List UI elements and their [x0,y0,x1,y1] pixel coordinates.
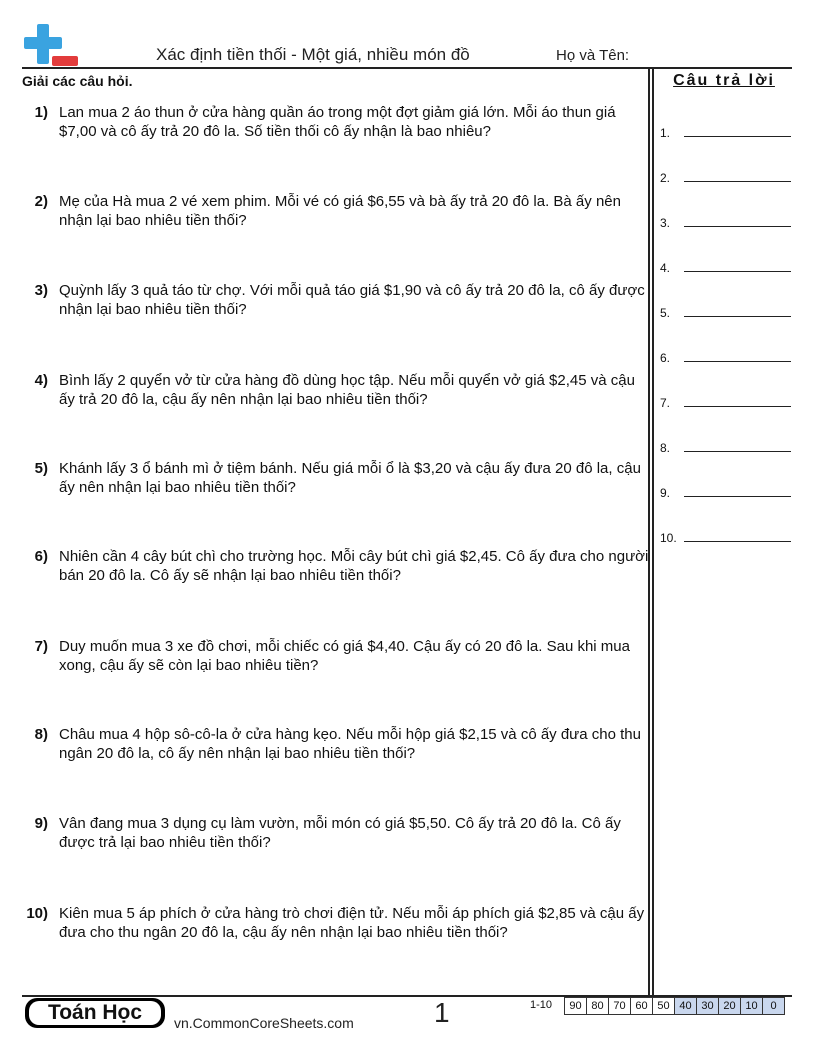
score-cell: 80 [586,998,608,1014]
score-cell: 40 [674,998,696,1014]
answer-number: 2. [660,171,671,185]
answer-number: 1. [660,126,671,140]
answer-line[interactable] [684,181,791,182]
brand-badge [25,998,165,1028]
question-text: Kiên mua 5 áp phích ở cửa hàng trò chơi điện tử. Nếu mỗi áp phích giá $2,85 và cậu ấy đưa cho thu ngân 20 đô la, cậu ấy nên nhận lại bao nhiêu tiền thối? [59,905,645,941]
answer-line[interactable] [684,496,791,497]
answer-blank[interactable] [660,437,792,453]
question-number: 4) [34,372,48,389]
question-item [22,547,650,585]
question-text: Châu mua 4 hộp sô-cô-la ở cửa hàng kẹo. Nếu mỗi hộp giá $2,15 và cô ấy đưa cho thu ngân 20 đô la, cô ấy nên nhận lại bao nhiêu tiền thối? [59,726,641,762]
answer-blank[interactable] [660,212,792,228]
question-item [22,103,650,141]
answer-line[interactable] [684,406,791,407]
question-number: 1) [34,104,48,121]
question-text: Vân đang mua 3 dụng cụ làm vườn, mỗi món có giá $5,50. Cô ấy trả 20 đô la. Cô ấy được trả lại bao nhiêu tiền thối? [59,815,621,851]
site-url: vn.CommonCoreSheets.com [174,1015,354,1031]
answer-line[interactable] [684,271,791,272]
score-range-label: 1-10 [530,999,553,1011]
answer-number: 9. [660,486,671,500]
question-item [22,192,650,230]
worksheet-title: Xác định tiền thối - Một giá, nhiều món đồ [156,45,470,64]
score-cell: 90 [569,1000,582,1012]
question-text: Khánh lấy 3 ổ bánh mì ở tiệm bánh. Nếu giá mỗi ổ là $3,20 và cậu ấy đưa 20 đô la, cậu ấy nên nhận lại bao nhiêu tiền thối? [59,460,641,496]
question-text: Quỳnh lấy 3 quả táo từ chợ. Với mỗi quả táo giá $1,90 và cô ấy trả 20 đô la, cô ấy được nhận lại bao nhiêu tiền thối? [59,282,645,318]
answer-number: 6. [660,351,671,365]
question-number: 10) [26,905,48,922]
answer-number: 5. [660,306,671,320]
answer-number: 8. [660,441,671,455]
question-number: 6) [34,548,48,565]
question-item [22,371,650,409]
question-text: Bình lấy 2 quyển vở từ cửa hàng đồ dùng học tập. Nếu mỗi quyển vở giá $2,45 và cậu ấy trả 20 đô la, cậu ấy nên nhận lại bao nhiêu tiền thối? [59,372,635,408]
question-number: 3) [34,282,48,299]
score-cell: 30 [696,998,718,1014]
score-table [564,997,785,1015]
header-divider [22,67,792,69]
answer-line[interactable] [684,226,791,227]
question-item [22,725,650,763]
plus-minus-logo-icon [22,24,80,68]
question-number: 8) [34,726,48,743]
answer-line[interactable] [684,316,791,317]
answer-line[interactable] [684,136,791,137]
answer-number: 10. [660,531,677,545]
column-divider-right [652,67,654,996]
question-item [22,281,650,319]
answer-blank[interactable] [660,392,792,408]
answer-line[interactable] [684,451,791,452]
score-cell: 50 [652,998,674,1014]
instructions: Giải các câu hỏi. [22,73,133,89]
question-item [22,904,650,942]
question-item [22,814,650,852]
answer-line[interactable] [684,361,791,362]
question-number: 2) [34,193,48,210]
answer-blank[interactable] [660,347,792,363]
answer-blank[interactable] [660,302,792,318]
score-cell: 60 [630,998,652,1014]
answer-number: 4. [660,261,671,275]
score-cell: 10 [740,998,762,1014]
question-text: Duy muốn mua 3 xe đồ chơi, mỗi chiếc có giá $4,40. Cậu ấy có 20 đô la. Sau khi mua xong, cậu ấy sẽ còn lại bao nhiêu tiền? [59,638,630,674]
answer-blank[interactable] [660,167,792,183]
question-text: Lan mua 2 áo thun ở cửa hàng quần áo trong một đợt giảm giá lớn. Mỗi áo thun giá $7,00 và cô ấy trả 20 đô la. Số tiền thối cô ấy nhận là bao nhiêu? [59,104,616,140]
page-number: 1 [434,997,450,1028]
question-text: Mẹ của Hà mua 2 vé xem phim. Mỗi vé có giá $6,55 và bà ấy trả 20 đô la. Bà ấy nên nhận lại bao nhiêu tiền thối? [59,193,621,229]
question-number: 9) [34,815,48,832]
answer-number: 3. [660,216,671,230]
question-item [22,637,650,675]
answer-blank[interactable] [660,122,792,138]
score-cell: 20 [718,998,740,1014]
answer-blank[interactable] [660,257,792,273]
answer-blank[interactable] [660,527,792,543]
question-number: 7) [34,638,48,655]
answer-line[interactable] [684,541,791,542]
question-text: Nhiên cần 4 cây bút chì cho trường học. Mỗi cây bút chì giá $2,45. Cô ấy đưa cho người bán 20 đô la. Cô ấy sẽ nhận lại bao nhiêu tiền thối? [59,548,649,584]
score-cell: 0 [762,998,784,1014]
answer-column-header: Câu trả lời [673,72,775,89]
question-item [22,459,650,497]
answer-blank[interactable] [660,482,792,498]
score-cell: 70 [608,998,630,1014]
question-number: 5) [34,460,48,477]
name-label: Họ và Tên: [556,47,630,64]
brand-label: Toán Học [29,1001,161,1025]
answer-number: 7. [660,396,671,410]
